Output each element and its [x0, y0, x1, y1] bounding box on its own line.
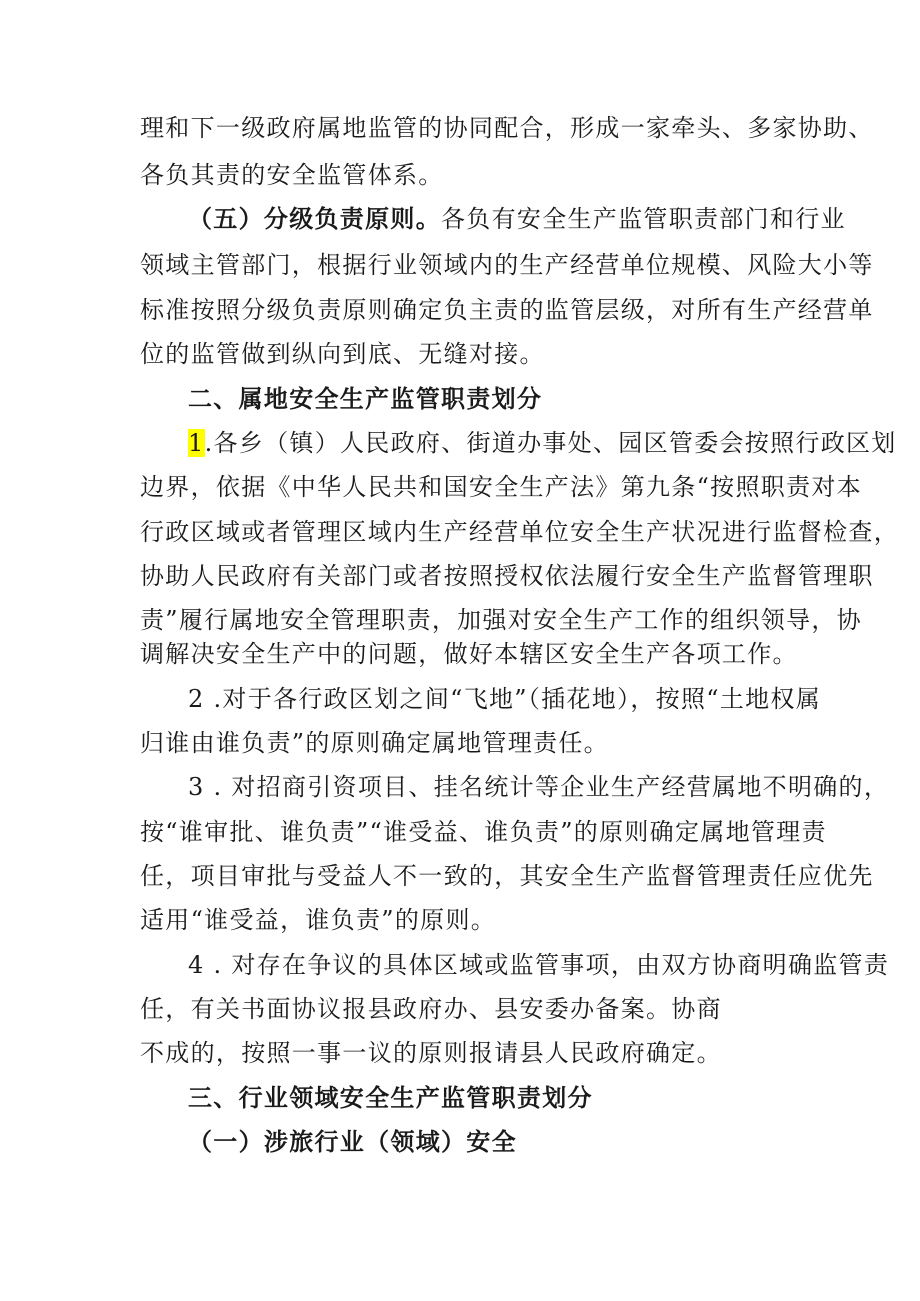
paragraph-line: 行政区域或者管理区域内生产经营单位安全生产状况进行监督检查，	[140, 518, 899, 546]
subsection-heading-1: （一）涉旅行业（领域）安全	[188, 1128, 517, 1156]
paragraph-line: 归谁由谁负责”的原则确定属地管理责任。	[140, 729, 609, 757]
paragraph-line	[188, 204, 846, 234]
section-heading-3: 三、行业领域安全生产监管职责划分	[188, 1084, 593, 1112]
paragraph-line: 责”履行属地安全管理职责，加强对安全生产工作的组织领导，协	[140, 606, 862, 634]
paragraph-line: 理和下一级政府属地监管的协同配合，形成一家牵头、多家协助、	[140, 114, 874, 142]
section-heading-2: 二、属地安全生产监管职责划分	[188, 385, 543, 413]
paragraph-line: 适用“谁受益，谁负责”的原则。	[140, 906, 497, 934]
paragraph-line: 位的监管做到纵向到底、无缝对接。	[140, 340, 545, 368]
paragraph-line: 2 .对于各行政区划之间“飞地”（插花地），按照“土地权属	[188, 685, 822, 713]
paragraph-line: 各负其责的安全监管体系。	[140, 161, 444, 189]
item-1-text: .各乡（镇）人民政府、街道办事处、园区管委会按照行政区划	[204, 429, 897, 457]
paragraph-line: 任，项目审批与受益人不一致的，其安全生产监督管理责任应优先	[140, 862, 874, 890]
paragraph-line: 任，有关书面协议报县政府办、县安委办备案。协商	[140, 995, 722, 1023]
paragraph-line: 协助人民政府有关部门或者按照授权依法履行安全生产监督管理职	[140, 562, 874, 590]
paragraph-line: 4 . 对存在争议的具体区域或监管事项，由双方协商明确监管责	[188, 951, 890, 979]
paragraph-line: 按“谁审批、谁负责”“谁受益、谁负责”的原则确定属地管理责	[140, 818, 827, 846]
paragraph-line: 边界，依据《中华人民共和国安全生产法》第九条“按照职责对本	[140, 473, 862, 501]
paragraph-line: 调解决安全生产中的问题，做好本辖区安全生产各项工作。	[140, 640, 798, 668]
paragraph-line: 标准按照分级负责原则确定负主责的监管层级，对所有生产经营单	[140, 296, 874, 324]
principle-5-text: 各负有安全生产监管职责部门和行业	[441, 205, 846, 233]
item-1-number: 1	[188, 429, 205, 457]
paragraph-line: 3 . 对招商引资项目、挂名统计等企业生产经营属地不明确的，	[188, 773, 890, 801]
paragraph-line: 不成的，按照一事一议的原则报请县人民政府确定。	[140, 1039, 722, 1067]
paragraph-line	[188, 428, 897, 458]
paragraph-line: 领域主管部门，根据行业领域内的生产经营单位规模、风险大小等	[140, 251, 874, 279]
principle-5-title: （五）分级负责原则。	[188, 205, 441, 233]
